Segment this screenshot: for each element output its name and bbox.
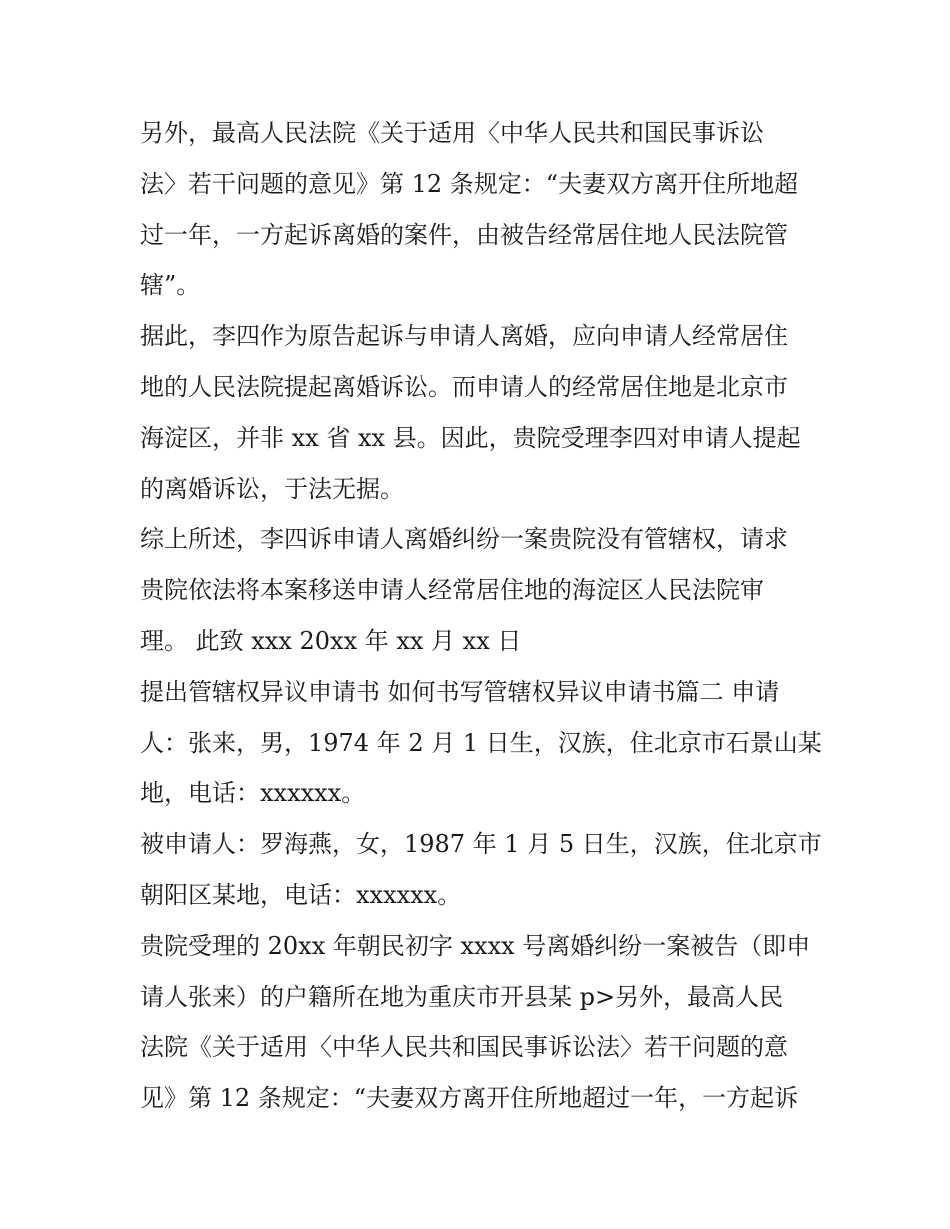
text-line: 法院《关于适用〈中华人民共和国民事诉讼法〉若干问题的意 [140, 1033, 788, 1062]
text-line: 法〉若干问题的意见》第 12 条规定：“夫妻双方离开住所地超 [140, 169, 799, 198]
text-line: 见》第 12 条规定：“夫妻双方离开住所地超过一年，一方起诉 [140, 1084, 799, 1113]
text-line: 地的人民法院提起离婚诉讼。而申请人的经常居住地是北京市 [140, 372, 788, 401]
text-line: 另外，最高人民法院《关于适用〈中华人民共和国民事诉讼 [140, 119, 764, 147]
text-line: 综上所述，李四诉申请人离婚纠纷一案贵院没有管辖权，请求 [140, 525, 788, 554]
text-line: 人：张来，男，1974 年 2 月 1 日生，汉族，住北京市石景山某 [140, 728, 822, 757]
text-line: 被申请人：罗海燕，女，1987 年 1 月 5 日生，汉族，住北京市 [140, 830, 822, 859]
text-line: 贵院依法将本案移送申请人经常居住地的海淀区人民法院审 [140, 576, 764, 605]
text-line: 据此，李四作为原告起诉与申请人离婚，应向申请人经常居住 [140, 322, 788, 351]
text-line: 辖”。 [140, 271, 201, 300]
text-line: 过一年，一方起诉离婚的案件，由被告经常居住地人民法院管 [140, 220, 788, 249]
text-line: 请人张来）的户籍所在地为重庆市开县某 p>另外，最高人民 [140, 982, 784, 1011]
text-line: 海淀区，并非 xx 省 xx 县。因此，贵院受理李四对申请人提起 [140, 423, 801, 452]
text-line: 理。 此致 xxx 20xx 年 xx 月 xx 日 [140, 626, 522, 655]
text-line: 朝阳区某地，电话：xxxxxx。 [140, 880, 462, 909]
text-line: 提出管辖权异议申请书 如何书写管辖权异议申请书篇二 申请 [140, 677, 780, 706]
text-line: 地，电话：xxxxxx。 [140, 779, 366, 808]
text-line: 的离婚诉讼，于法无据。 [140, 474, 404, 503]
document-body [140, 108, 820, 1124]
text-line: 贵院受理的 20xx 年朝民初字 xxxx 号离婚纠纷一案被告（即申 [140, 931, 811, 960]
